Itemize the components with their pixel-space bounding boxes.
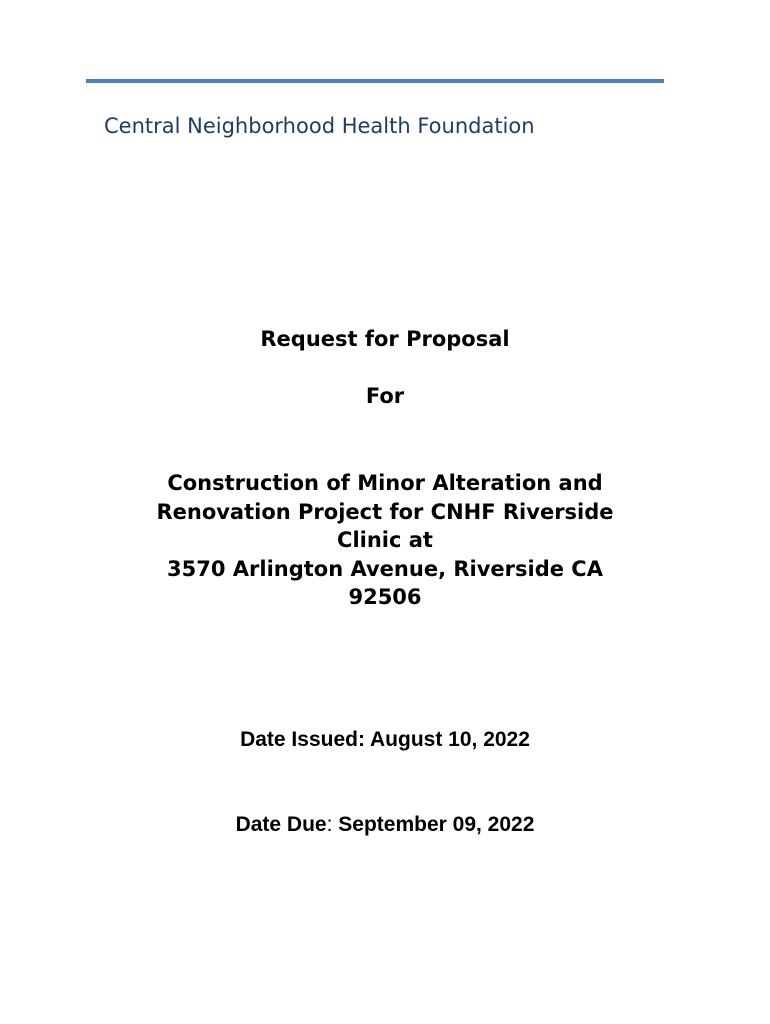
date-due xyxy=(0,813,770,837)
header-rule xyxy=(86,79,664,83)
project-line-3: Clinic at xyxy=(337,528,433,552)
date-issued-label: Date Issued: xyxy=(240,728,371,751)
document-subtitle: For xyxy=(365,384,405,408)
date-due-separator: : xyxy=(326,813,333,836)
organization-name: Central Neighborhood Health Foundation xyxy=(104,114,535,138)
date-issued-value: August 10, 2022 xyxy=(370,728,530,751)
project-line-1: Construction of Minor Alteration and xyxy=(167,471,603,495)
date-due-value: September 09, 2022 xyxy=(332,813,535,836)
project-line-5: 92506 xyxy=(348,585,422,609)
project-line-2: Renovation Project for CNHF Riverside xyxy=(156,499,614,524)
date-due-label: Date Due xyxy=(235,813,327,836)
project-description xyxy=(0,469,770,612)
document-title: Request for Proposal xyxy=(260,327,510,351)
project-line-4: 3570 Arlington Avenue, Riverside CA xyxy=(167,556,603,581)
date-issued xyxy=(0,728,770,752)
